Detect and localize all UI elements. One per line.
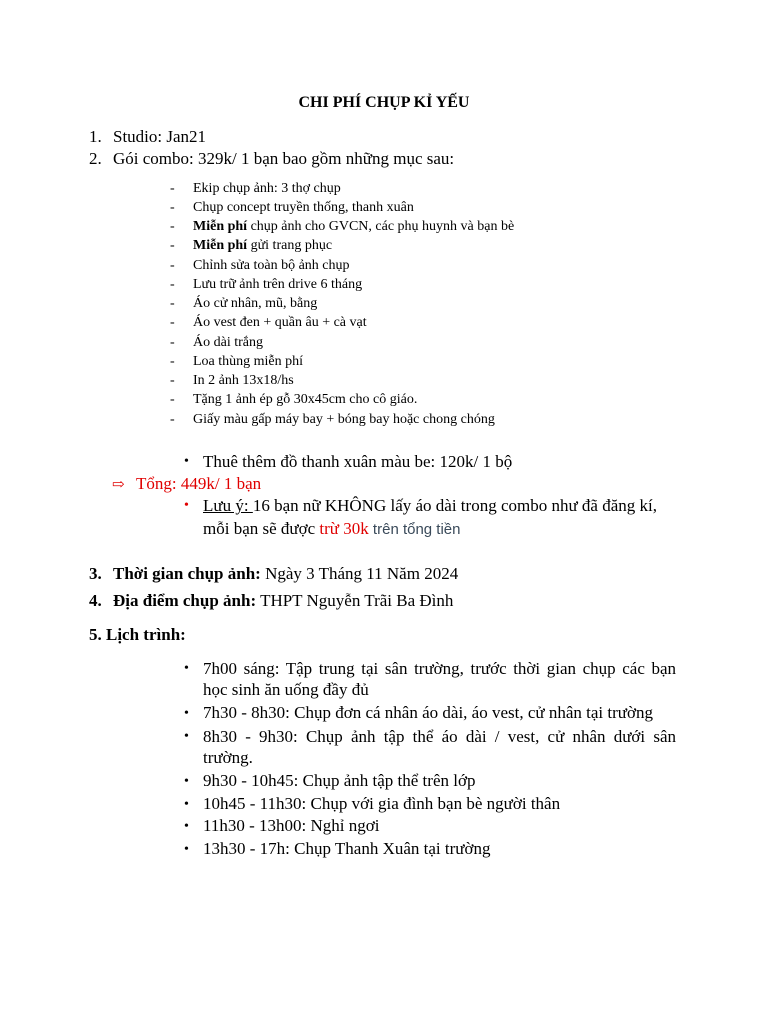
- section-3-label: Thời gian chụp ảnh:: [113, 564, 261, 583]
- dash-marker: -: [170, 238, 175, 253]
- section-4-value: THPT Nguyễn Trãi Ba Đình: [256, 591, 454, 610]
- combo-item: In 2 ảnh 13x18/hs: [193, 373, 294, 388]
- bullet-marker: •: [184, 498, 189, 513]
- schedule-item: 7h00 sáng: Tập trung tại sân trường, trước thời gian chụp các bạn: [203, 659, 676, 678]
- combo-item: Áo dài trắng: [193, 335, 263, 350]
- note-line-1: [203, 496, 657, 516]
- dash-marker: -: [170, 373, 175, 388]
- document-title: CHI PHÍ CHỤP KỈ YẾU: [298, 94, 470, 111]
- combo-item: Áo vest đen + quần âu + cà vạt: [193, 315, 367, 330]
- bullet-marker: •: [184, 774, 189, 789]
- combo-item: Lưu trữ ảnh trên drive 6 tháng: [193, 277, 363, 292]
- section-1-studio: Studio: Jan21: [113, 127, 207, 146]
- discount-amount: trừ 30k: [319, 519, 369, 538]
- combo-item: Ekip chụp ảnh: 3 thợ chụp: [193, 181, 341, 196]
- section-4-number: 4.: [89, 591, 102, 610]
- schedule-item: 13h30 - 17h: Chụp Thanh Xuân tại trường: [203, 839, 491, 858]
- combo-item: Giấy màu gấp máy bay + bóng bay hoặc chong chóng: [193, 412, 495, 427]
- note-label: Lưu ý:: [203, 496, 253, 515]
- free-label: Miễn phí: [193, 219, 248, 234]
- dash-marker: -: [170, 392, 175, 407]
- schedule-item-continued: học sinh ăn uống đầy đủ: [203, 680, 369, 699]
- bullet-marker: •: [184, 842, 189, 857]
- section-1-number: 1.: [89, 127, 102, 146]
- note-text: mỗi bạn sẽ được: [203, 519, 320, 538]
- combo-item: [193, 219, 514, 235]
- bullet-marker: •: [184, 729, 189, 744]
- schedule-item: 9h30 - 10h45: Chụp ảnh tập thể trên lớp: [203, 771, 476, 790]
- total-price: Tổng: 449k/ 1 bạn: [136, 474, 262, 493]
- dash-marker: -: [170, 296, 175, 311]
- combo-item: Chụp concept truyền thống, thanh xuân: [193, 200, 414, 215]
- bullet-marker: •: [184, 454, 189, 469]
- note-text: 16 bạn nữ KHÔNG lấy áo dài trong combo như đã đăng kí,: [252, 496, 657, 515]
- schedule-item: 11h30 - 13h00: Nghỉ ngơi: [203, 816, 380, 835]
- free-label: Miễn phí: [193, 238, 248, 253]
- arrow-icon: ⇨: [112, 477, 125, 493]
- section-3-time: [113, 564, 458, 584]
- section-2-combo: Gói combo: 329k/ 1 bạn bao gồm những mục sau:: [113, 149, 455, 168]
- section-2-number: 2.: [89, 149, 102, 168]
- section-5-heading: 5. Lịch trình:: [89, 625, 186, 644]
- bullet-marker: •: [184, 706, 189, 721]
- bullet-marker: •: [184, 661, 189, 676]
- section-4-label: Địa điểm chụp ảnh:: [113, 591, 257, 610]
- combo-item: Loa thùng miễn phí: [193, 354, 304, 369]
- schedule-item: 10h45 - 11h30: Chụp với gia đình bạn bè người thân: [203, 794, 561, 813]
- bullet-marker: •: [184, 819, 189, 834]
- combo-item: Chỉnh sửa toàn bộ ảnh chụp: [193, 258, 350, 273]
- dash-marker: -: [170, 219, 175, 234]
- extra-item: Thuê thêm đồ thanh xuân màu be: 120k/ 1 bộ: [203, 452, 513, 471]
- schedule-item-continued: trường.: [203, 748, 253, 767]
- note-line-2: [203, 519, 461, 539]
- dash-marker: -: [170, 412, 175, 427]
- combo-item: [193, 238, 332, 254]
- dash-marker: -: [170, 181, 175, 196]
- dash-marker: -: [170, 354, 175, 369]
- schedule-item: 7h30 - 8h30: Chụp đơn cá nhân áo dài, áo vest, cử nhân tại trường: [203, 703, 653, 722]
- combo-item: Tặng 1 ảnh ép gỗ 30x45cm cho cô giáo.: [193, 392, 418, 407]
- section-3-number: 3.: [89, 564, 102, 583]
- dash-marker: -: [170, 335, 175, 350]
- section-4-location: [113, 591, 453, 611]
- section-3-value: Ngày 3 Tháng 11 Năm 2024: [260, 564, 459, 583]
- dash-marker: -: [170, 277, 175, 292]
- bullet-marker: •: [184, 797, 189, 812]
- dash-marker: -: [170, 315, 175, 330]
- note-text: trên tổng tiền: [368, 521, 461, 538]
- combo-item-text: gửi trang phục: [250, 238, 333, 253]
- schedule-item: 8h30 - 9h30: Chụp ảnh tập thể áo dài / vest, cử nhân dưới sân: [203, 727, 676, 746]
- dash-marker: -: [170, 200, 175, 215]
- dash-marker: -: [170, 258, 175, 273]
- combo-item-text: chụp ảnh cho GVCN, các phụ huynh và bạn bè: [250, 219, 515, 234]
- combo-item: Áo cử nhân, mũ, bằng: [193, 296, 318, 311]
